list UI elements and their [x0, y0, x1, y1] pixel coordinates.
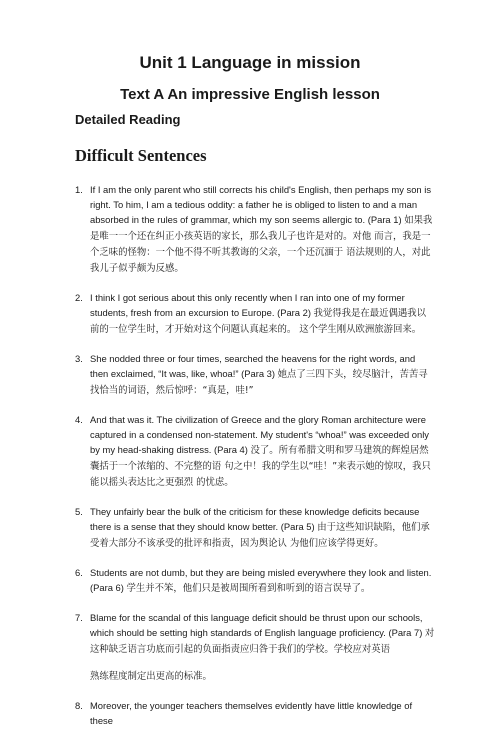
subsection-heading: Difficult Sentences	[75, 146, 207, 165]
list-item	[75, 565, 435, 596]
unit-title: Unit 1 Language in mission	[139, 53, 361, 72]
chinese-translation-continued: 熟练程度制定出更高的标准。	[90, 671, 212, 682]
item-number: 8.	[75, 700, 83, 711]
english-text: Blame for the scandal of this language deficit should be thrust upon our schools, which should be setting high standards of English language proficiency. (Para 7)	[90, 612, 425, 638]
item-number: 2.	[75, 292, 83, 303]
english-text: I think I got serious about this only recently when I ran into one of my former students, fresh from an excursion to Europe. (Para 2)	[90, 292, 405, 318]
item-number: 5.	[75, 506, 83, 517]
chinese-translation: 学生并不笨，他们只是被周围所看到和听到的语言误导了。	[126, 583, 371, 594]
list-item	[75, 412, 435, 490]
list-item	[75, 290, 435, 337]
item-number: 7.	[75, 612, 83, 623]
list-item	[75, 610, 435, 684]
list-item	[75, 351, 435, 398]
item-number: 6.	[75, 567, 83, 578]
chinese-translation: 我觉得我是在最近偶遇我以前的一位学生时，才开始对这个问题认真起来的。 这个学生刚从欧洲旅游回来。	[90, 308, 427, 335]
chinese-translation: 她点了三四下头，绞尽脑汁，苦苦寻找恰当的词语，然后惊呼：“真是，哇!”	[90, 369, 428, 396]
english-text: If I am the only parent who still corrects his child's English, then perhaps my son is right. To him, I am a tedious oddity: a father he is obliged to listen to and a man absorbed in the rules of grammar, which my son seems allergic to. (Para 1)	[90, 184, 432, 225]
item-number: 3.	[75, 353, 83, 364]
list-item	[75, 182, 435, 276]
section-heading: Detailed Reading	[75, 112, 181, 127]
chinese-translation: 没了。所有希腊文明和罗马建筑的辉煌居然囊括于一个浓缩的、不完整的语 句之中！我的学生以“哇！”来表示她的惊叹，我只能以摇头表达比之更强烈 的忧虑。	[90, 445, 431, 488]
chinese-translation: 对这种缺乏语言功底而引起的负面指责应归咎于我们的学校。学校应对英语	[90, 628, 435, 655]
english-text: They unfairly bear the bulk of the criticism for these knowledge deficits because there is a sense that they should know better. (Para 5)	[90, 506, 420, 532]
english-text: Students are not dumb, but they are being misled everywhere they look and listen. (Para 6)	[90, 567, 432, 593]
item-number: 4.	[75, 414, 83, 425]
chinese-translation: 由于这些知识缺陷，他们承受着大部分不该承受的批评和指责，因为舆论认 为他们应该学得更好。	[90, 522, 430, 549]
english-text: And that was it. The civilization of Greece and the glory Roman architecture were captured in a condensed non-statement. My student's “whoa!” was exceeded only by my head-shaking distress. (Para 4)	[90, 414, 429, 455]
english-text: Moreover, the younger teachers themselves evidently have little knowledge of these	[90, 700, 413, 726]
list-item	[75, 698, 435, 728]
list-item	[75, 504, 435, 551]
english-text: She nodded three or four times, searched the heavens for the right words, and then exclaimed, “It was, like, whoa!” (Para 3)	[90, 353, 416, 379]
sentence-list	[75, 182, 435, 742]
chinese-translation: 如果我是唯一一个还在纠正小孩英语的家长，那么我儿子也许是对的。对他 而言，我是一个乏味的怪物：一个他不得不听其教诲的父亲，一个还沉湎于 语法规则的人，对此我儿子似乎颇为反感。	[90, 215, 433, 274]
text-title: Text A An impressive English lesson	[120, 86, 380, 103]
item-number: 1.	[75, 184, 83, 195]
